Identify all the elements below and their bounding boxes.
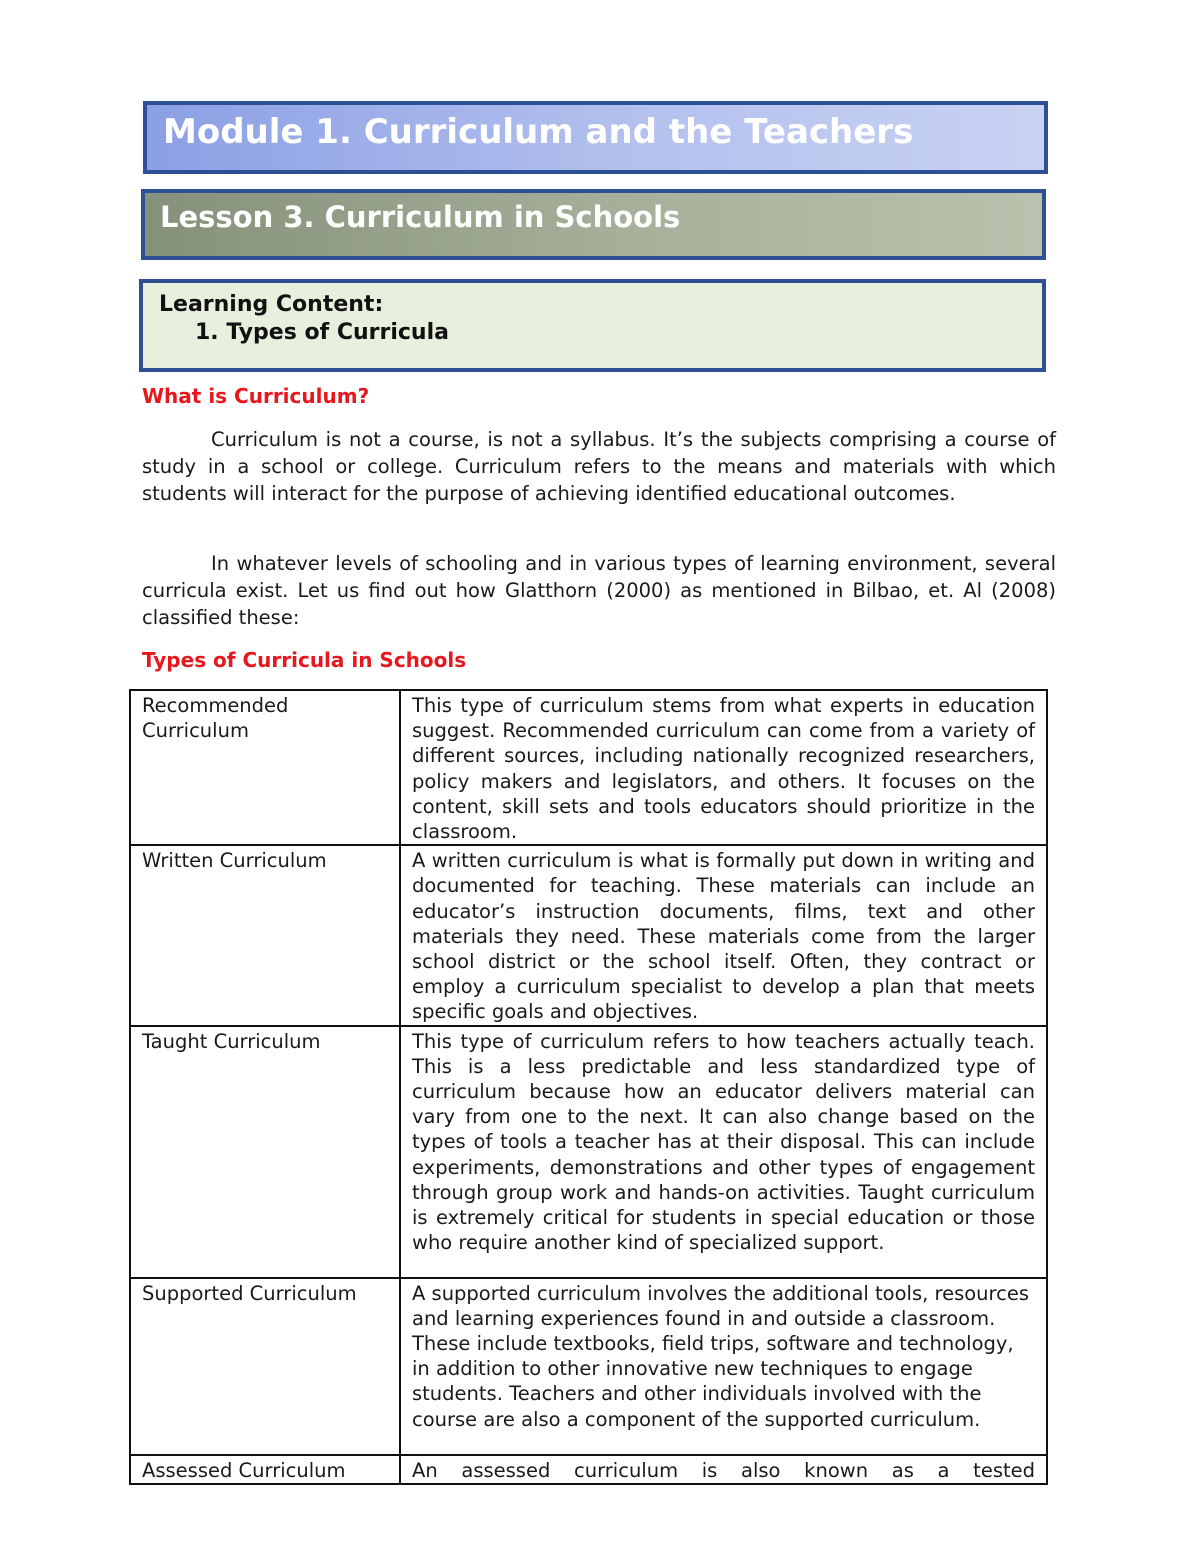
- table-row: [130, 690, 1047, 845]
- curriculum-description-cell: This type of curriculum refers to how teachers actually teach. This is a less predictable and less standardized type of curriculum because how an educator delivers material can vary from one to the next. It can also change based on the types of tools a teacher has at their disposal. This can include experiments, demonstrations and other types of engagement through group work and hands-on activities. Taught curriculum is extremely critical for students in special education or those who require another kind of specialized support.: [400, 1026, 1047, 1278]
- curriculum-type-cell: Supported Curriculum: [130, 1278, 400, 1455]
- table-row: [130, 1455, 1047, 1484]
- curriculum-description-cell: An assessed curriculum is also known as a tested: [400, 1455, 1047, 1484]
- table-row: [130, 845, 1047, 1025]
- types-of-curricula-heading: Types of Curricula in Schools: [142, 648, 467, 672]
- what-is-curriculum-heading: What is Curriculum?: [142, 384, 370, 408]
- curricula-table: [129, 689, 1048, 1485]
- module-title-box: [143, 101, 1048, 174]
- module-title: Module 1. Curriculum and the Teachers: [163, 112, 914, 152]
- curriculum-description-cell: A written curriculum is what is formally put down in writing and documented for teaching. These materials can include an educator’s instruction documents, films, text and other materials they need. These materials come from the larger school district or the school itself. Often, they contract or employ a curriculum specialist to develop a plan that meets specific goals and objectives.: [400, 845, 1047, 1025]
- learning-content-label: Learning Content:: [159, 292, 384, 317]
- curriculum-type-cell: Assessed Curriculum: [130, 1455, 400, 1484]
- learning-content-box: [139, 279, 1046, 372]
- lesson-title: Lesson 3. Curriculum in Schools: [160, 200, 681, 234]
- paragraph-definition: Curriculum is not a course, is not a syllabus. It’s the subjects comprising a course of study in a school or college. Curriculum refers to the means and materials with which students will interact for the purpose of achieving identified educational outcomes.: [142, 428, 1056, 505]
- table-row: [130, 1278, 1047, 1455]
- curriculum-description-cell: A supported curriculum involves the additional tools, resources and learning experiences found in and outside a classroom. These include textbooks, field trips, software and technology, in addition to other innovative new techniques to engage students. Teachers and other individuals involved with the course are also a component of the supported curriculum.: [400, 1278, 1047, 1455]
- table-row: [130, 1026, 1047, 1278]
- lesson-title-box: [141, 189, 1046, 260]
- learning-content-item: 1. Types of Curricula: [195, 320, 449, 345]
- curriculum-type-cell: Taught Curriculum: [130, 1026, 400, 1278]
- paragraph-glatthorn: In whatever levels of schooling and in various types of learning environment, several curricula exist. Let us find out how Glatthorn (2000) as mentioned in Bilbao, et. Al (2008) classified these:: [142, 552, 1056, 629]
- curriculum-description-cell: This type of curriculum stems from what experts in education suggest. Recommended curriculum can come from a variety of different sources, including nationally recognized researchers, policy makers and legislators, and others. It focuses on the content, skill sets and tools educators should prioritize in the classroom.: [400, 690, 1047, 845]
- curriculum-type-cell: Recommended Curriculum: [130, 690, 400, 845]
- curriculum-type-cell: Written Curriculum: [130, 845, 400, 1025]
